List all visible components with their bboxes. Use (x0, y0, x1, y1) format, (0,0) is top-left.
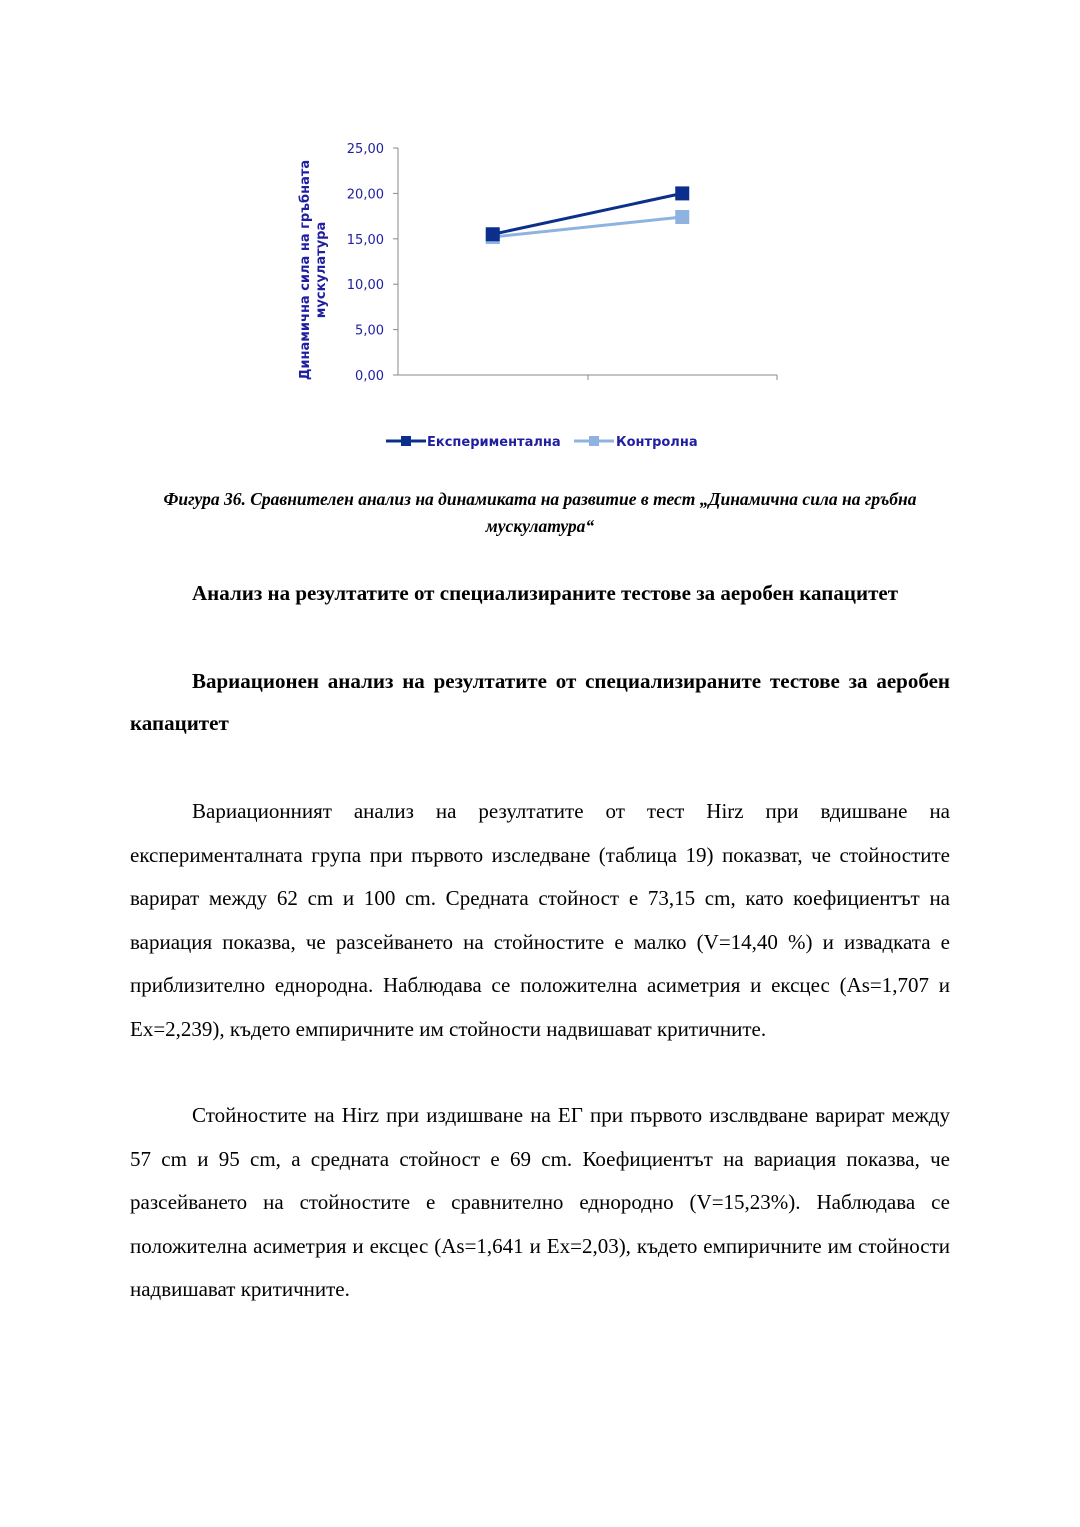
subsection-heading (130, 660, 950, 744)
data-point-marker (675, 186, 689, 200)
data-point-marker (675, 210, 689, 224)
legend (386, 435, 698, 450)
section-heading-text: Анализ на резултатите от специализираните тестове за аеробен капацитет (192, 581, 899, 605)
body-paragraph-2 (130, 1094, 950, 1312)
legend-label-control: Контролна (616, 435, 698, 450)
body-paragraph-1 (130, 790, 950, 1051)
data-point-marker (486, 227, 500, 241)
y-tick-label: 0,00 (355, 369, 384, 384)
y-tick-label: 15,00 (346, 232, 384, 248)
y-axis-label-line-2: мускулатура (314, 221, 329, 319)
section-heading (130, 572, 950, 614)
y-tick-label: 10,00 (346, 278, 384, 294)
legend-swatch-marker-experimental (401, 436, 411, 446)
legend-label-experimental: Експериментална (427, 435, 561, 450)
paragraph-text-2: Стойностите на Hirz при издишване на ЕГ при първото изслвдване варират между 57 cm и 95 cm, а средната стойност е 69 cm. Коефициентът на вариация показва, че разсейването на стойностите е сравнително еднородно (V=15,23%). Наблюдава се положителна асиметрия и ексцес (As=1,641 и Ex=2,03), където емпиричните им стойности надвишават критичните. (130, 1103, 950, 1301)
y-axis-ticks (347, 142, 398, 384)
chart-series (486, 186, 690, 244)
line-chart (280, 130, 800, 460)
y-axis-label-line-1: Динамична сила на гръбната (298, 159, 313, 381)
subsection-heading-text: Вариационен анализ на резултатите от специализираните тестове за аеробен капацитет (130, 669, 950, 735)
paragraph-text-1: Вариационният анализ на резултатите от тест Hirz при вдишване на експерименталната група при първото изследване (таблица 19) показват, че стойностите варират между 62 cm и 100 cm. Средната стойност е 73,15 cm, като коефициентът на вариация показва, че разсейването на стойностите е малко (V=14,40 %) и извадката е приблизително еднородна. Наблюдава се положителна асиметрия и ексцес (As=1,707 и Ex=2,239), където емпиричните им стойности надвишават критичните. (130, 799, 950, 1041)
y-tick-label: 25,00 (346, 142, 384, 157)
chart-svg (280, 130, 800, 460)
y-tick-label: 5,00 (355, 323, 384, 339)
y-tick-label: 20,00 (346, 187, 384, 203)
figure-caption: Фигура 36. Сравнителен анализ на динамиката на развитие в тест „Динамична сила на гръбна мускулатура“ (163, 489, 917, 536)
legend-swatch-marker-control (589, 436, 599, 446)
